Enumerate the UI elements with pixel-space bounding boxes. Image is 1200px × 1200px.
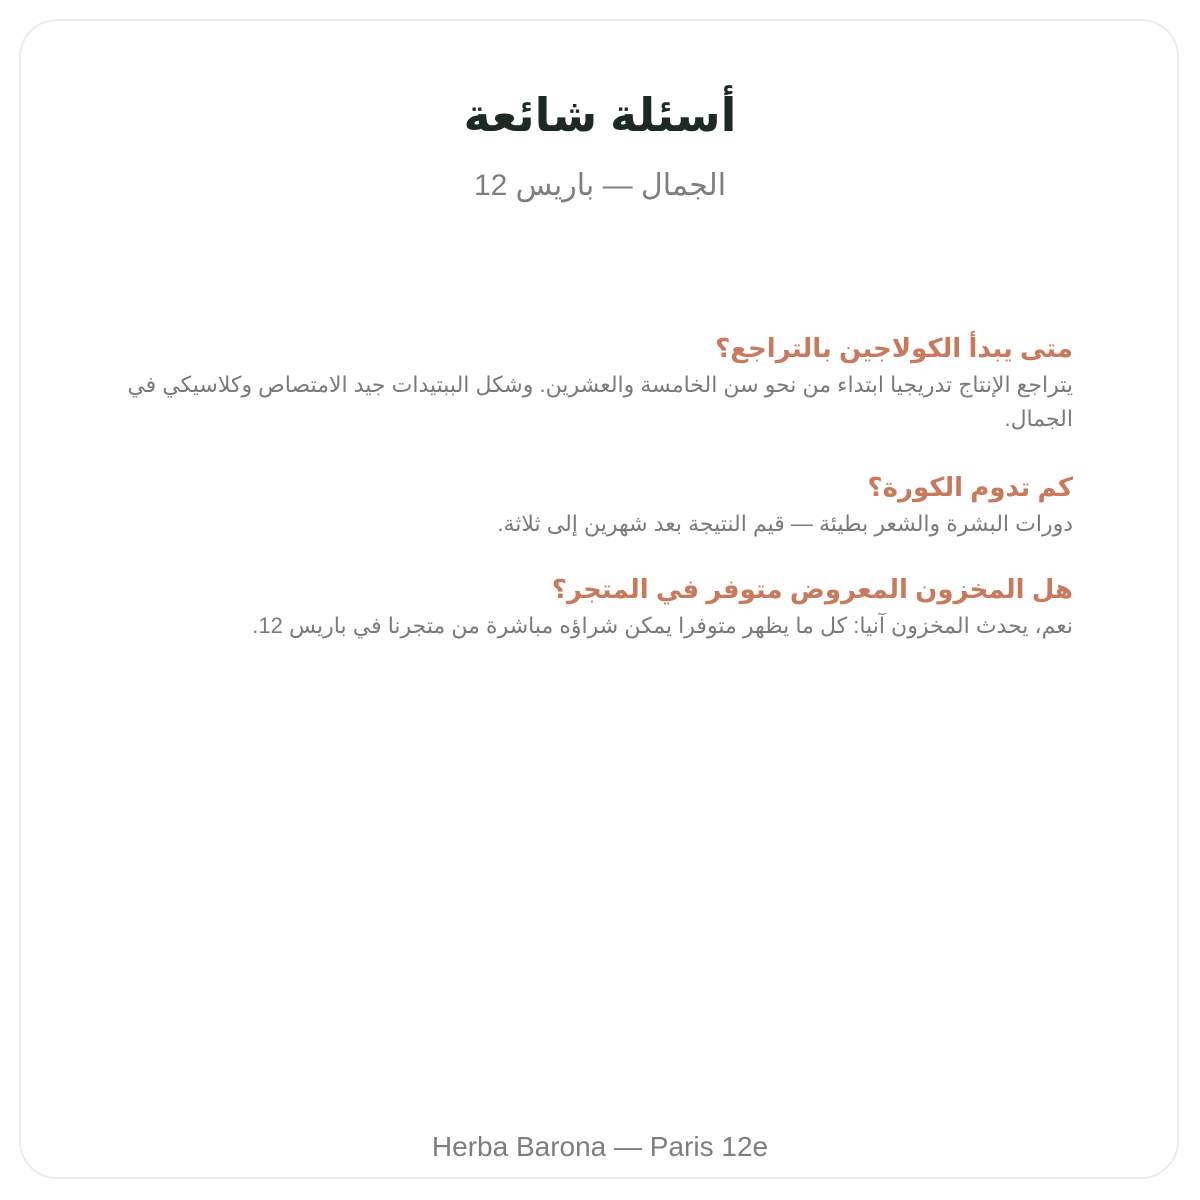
faq-question: متى يبدأ الكولاجين بالتراجع؟ [715,333,1073,363]
faq-answer: يتراجع الإنتاج تدريجيا ابتداء من نحو سن الخامسة والعشرين. وشكل الببتيدات جيد الامتصاص وكلاسيكي في الجمال. [127,372,1073,431]
faq-item [98,330,1073,436]
faq-item [98,571,1073,643]
faq-item [98,469,1073,541]
faq-question: كم تدوم الكورة؟ [867,472,1073,502]
footer-brand: Herba Barona — Paris 12e [431,1131,769,1162]
faq-list [98,330,1073,643]
faq-question: هل المخزون المعروض متوفر في المتجر؟ [551,574,1073,604]
faq-answer: دورات البشرة والشعر بطيئة — قيم النتيجة بعد شهرين إلى ثلاثة. [497,511,1073,536]
page-subtitle: الجمال — باريس 12 [473,169,727,202]
faq-answer: نعم، يحدث المخزون آنيا: كل ما يظهر متوفرا يمكن شراؤه مباشرة من متجرنا في باريس 12. [252,613,1073,638]
page-title: أسئلة شائعة [463,89,737,141]
